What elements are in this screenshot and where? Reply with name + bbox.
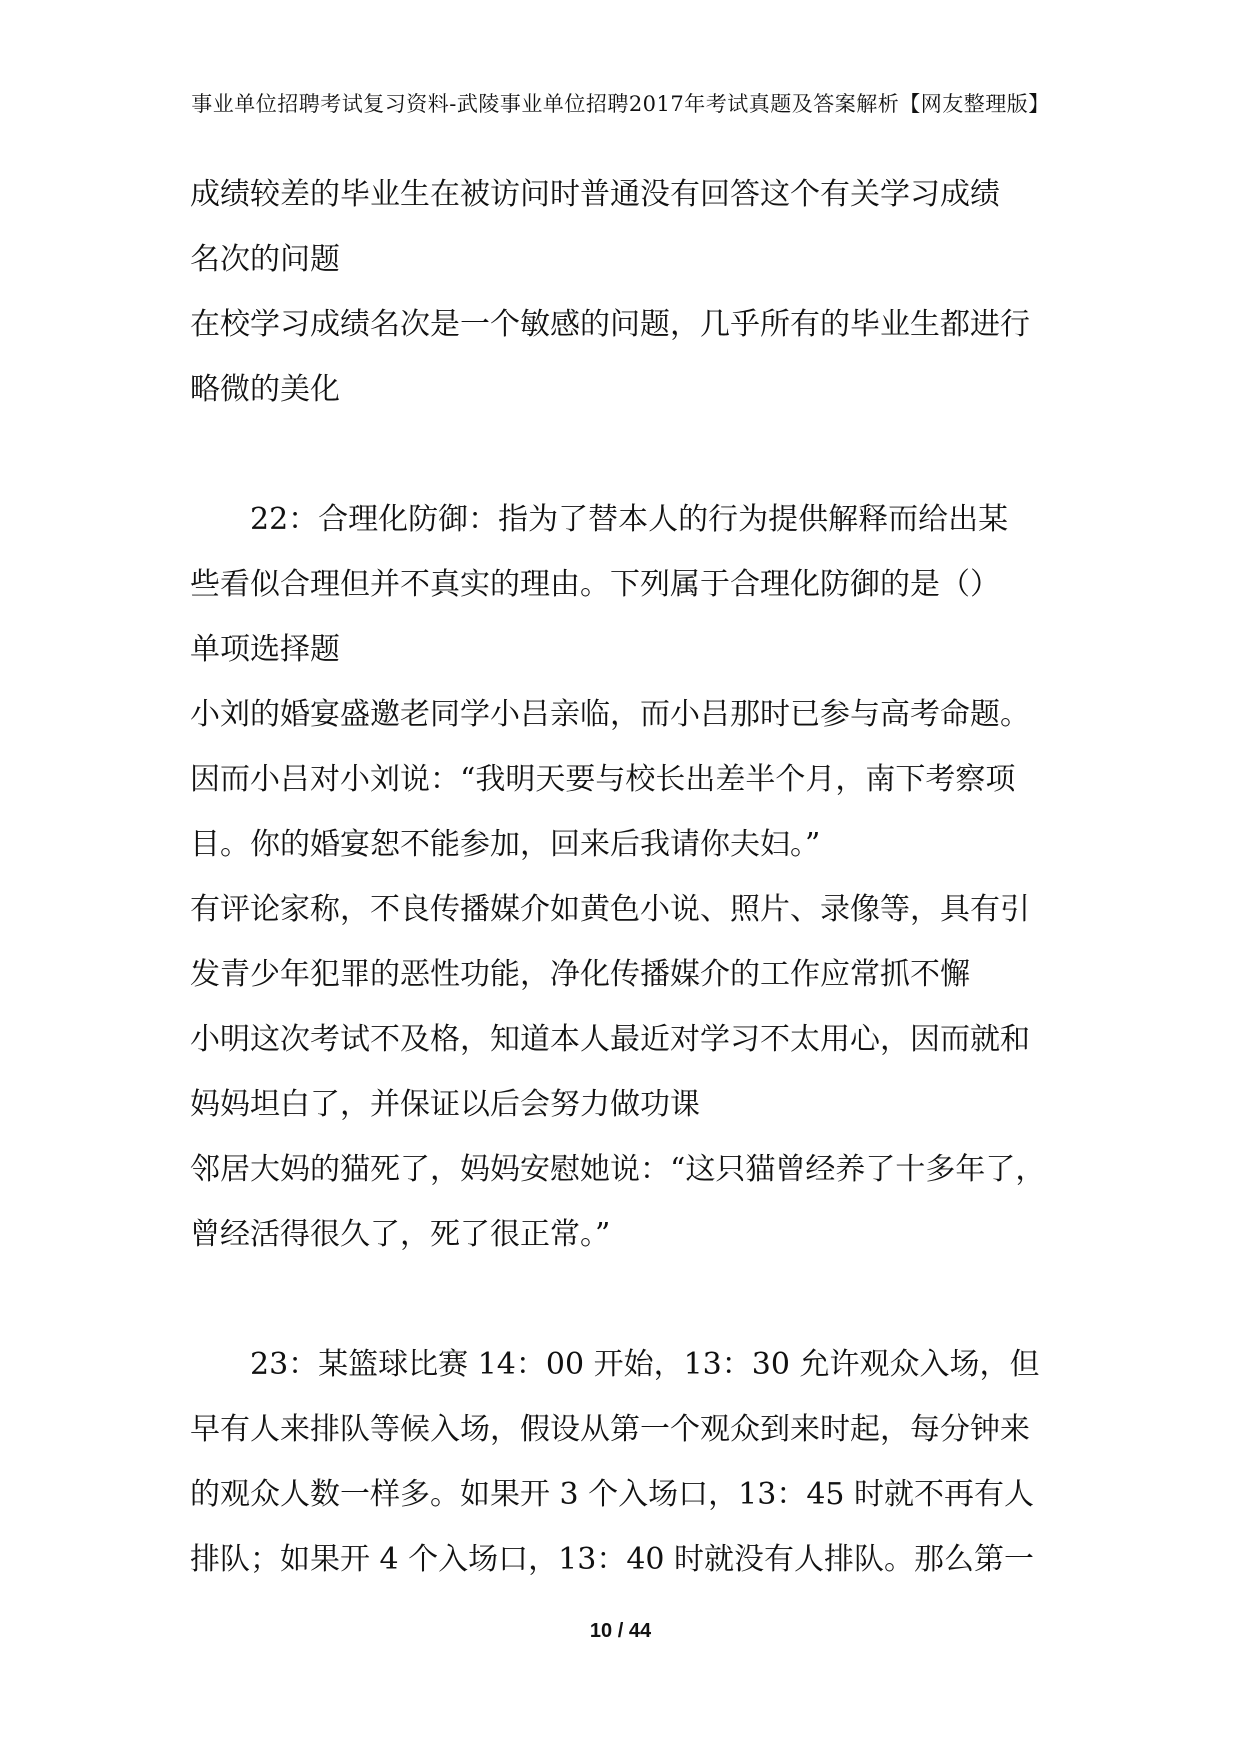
prev-question-option-c [190, 162, 1070, 292]
text-line: 有评论家称，不良传播媒介如黄色小说、照片、录像等，具有引 [190, 892, 1030, 927]
page-content [190, 162, 1070, 1592]
text-line: 因而小吕对小刘说：“我明天要与校长出差半个月，南下考察项 [190, 762, 1016, 797]
page-header: 事业单位招聘考试复习资料-武陵事业单位招聘2017年考试真题及答案解析【网友整理版】 [191, 92, 1050, 116]
prev-question-option-d [190, 292, 1070, 422]
question-type: 单项选择题 [190, 632, 340, 667]
text-line: 小明这次考试不及格，知道本人最近对学习不太用心，因而就和 [190, 1022, 1030, 1057]
text-line: 妈妈坦白了，并保证以后会努力做功课 [190, 1087, 700, 1122]
option-b [190, 877, 1070, 1007]
question-stem-line: 排队；如果开 4 个入场口，13：40 时就没有人排队。那么第一 [190, 1542, 1035, 1577]
text-line: 成绩较差的毕业生在被访问时普通没有回答这个有关学习成绩 [190, 177, 1000, 212]
text-line: 在校学习成绩名次是一个敏感的问题，几乎所有的毕业生都进行 [190, 307, 1030, 342]
question-stem-line: 些看似合理但并不真实的理由。下列属于合理化防御的是（） [190, 567, 1000, 602]
question-23 [190, 1332, 1070, 1592]
option-a [190, 682, 1070, 877]
question-stem-line: 23：某篮球比赛 14：00 开始，13：30 允许观众入场，但 [250, 1347, 1040, 1382]
text-line: 略微的美化 [190, 372, 340, 407]
paragraph-gap [190, 422, 1070, 487]
text-line: 发青少年犯罪的恶性功能，净化传播媒介的工作应常抓不懈 [190, 957, 970, 992]
question-stem-line: 早有人来排队等候入场，假设从第一个观众到来时起，每分钟来 [190, 1412, 1030, 1447]
option-d [190, 1137, 1070, 1267]
paragraph-gap [190, 1267, 1070, 1332]
question-22 [190, 487, 1070, 1267]
text-line: 邻居大妈的猫死了，妈妈安慰她说：“这只猫曾经养了十多年了， [190, 1152, 1046, 1187]
question-stem-line: 22：合理化防御：指为了替本人的行为提供解释而给出某 [250, 502, 1009, 537]
text-line: 曾经活得很久了，死了很正常。” [190, 1217, 611, 1252]
page-number: 10 / 44 [589, 1620, 652, 1642]
text-line: 小刘的婚宴盛邀老同学小吕亲临，而小吕那时已参与高考命题。 [190, 697, 1030, 732]
text-line: 目。你的婚宴恕不能参加，回来后我请你夫妇。” [190, 827, 821, 862]
option-c [190, 1007, 1070, 1137]
question-stem-line: 的观众人数一样多。如果开 3 个入场口，13：45 时就不再有人 [190, 1477, 1035, 1512]
text-line: 名次的问题 [190, 242, 340, 277]
